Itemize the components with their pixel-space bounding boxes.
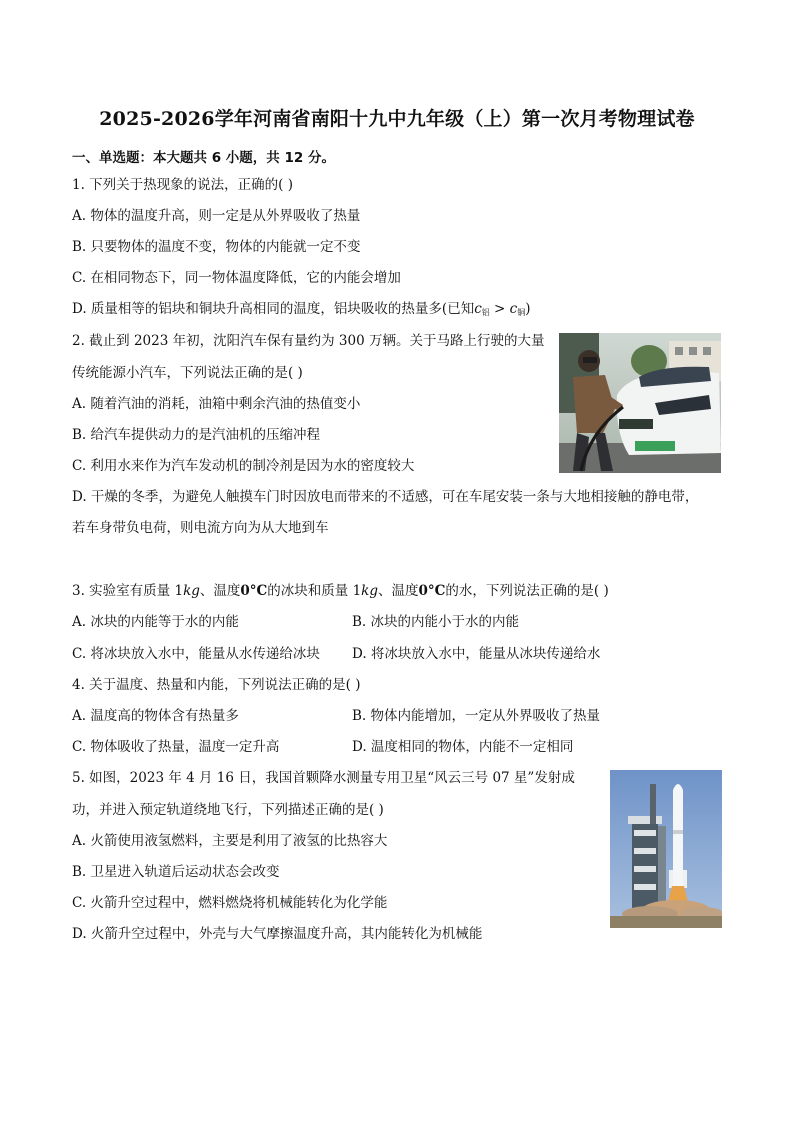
temperature-ice: 0°C [240, 583, 268, 599]
q2-option-d-line1: D. 干燥的冬季，为避免人触摸车门时因放电而带来的不适感，可在车尾安装一条与大地相接触的静电带， [72, 489, 699, 505]
q4-option-b: B. 物体内能增加，一定从外界吸收了热量 [352, 708, 601, 724]
greater-than: > [489, 301, 510, 317]
q3-stem-part4: 、温度 [378, 583, 419, 599]
temperature-water: 0°C [418, 583, 446, 599]
q2-stem-line1: 2. 截止到 2023 年初，沈阳汽车保有量约为 300 万辆。关于马路上行驶的大量 [72, 333, 545, 349]
q2-option-d-line2: 若车身带负电荷，则电流方向为从大地到车 [72, 520, 329, 536]
q4-option-d: D. 温度相同的物体，内能不一定相同 [352, 739, 574, 755]
q3-stem-part5: 的水，下列说法正确的是( ) [445, 583, 609, 599]
q5-stem-line2: 功，并进入预定轨道绕地飞行，下列描述正确的是( ) [72, 802, 384, 818]
subscript-aluminum: 铝 [481, 308, 490, 317]
q5-option-b: B. 卫星进入轨道后运动状态会改变 [72, 864, 280, 880]
unit-kg: kg [361, 583, 378, 599]
q2-option-a: A. 随着汽油的消耗，油箱中剩余汽油的热值变小 [72, 396, 361, 412]
q3-stem-part2: 、温度 [199, 583, 241, 599]
q5-option-c: C. 火箭升空过程中，燃料燃烧将机械能转化为化学能 [72, 895, 388, 911]
q4-stem: 4. 关于温度、热量和内能，下列说法正确的是( ) [72, 677, 361, 693]
q3-stem-part1: 3. 实验室有质量 1 [72, 583, 184, 599]
q2-option-c: C. 利用水来作为汽车发动机的制冷剂是因为水的密度较大 [72, 458, 415, 474]
q3-option-a: A. 冰块的内能等于水的内能 [72, 614, 239, 630]
q3-stem [72, 582, 609, 600]
q3-option-d: D. 将冰块放入水中，能量从冰块传递给水 [352, 646, 601, 662]
car-charging-photo [559, 333, 721, 473]
section-heading: 一、单选题：本大题共 6 小题，共 12 分。 [72, 150, 335, 166]
unit-kg: kg [183, 583, 200, 599]
q5-option-a: A. 火箭使用液氢燃料，主要是利用了液氢的比热容大 [72, 833, 388, 849]
q1-option-c: C. 在相同物态下，同一物体温度降低，它的内能会增加 [72, 270, 401, 286]
q1-option-d [72, 300, 531, 322]
q5-stem-line1: 5. 如图，2023 年 4 月 16 日，我国首颗降水测量专用卫星“风云三号 07 星”发射成 [72, 770, 575, 786]
q3-option-c: C. 将冰块放入水中，能量从水传递给冰块 [72, 646, 320, 662]
rocket-launch-photo [610, 770, 722, 928]
q1-option-a: A. 物体的温度升高，则一定是从外界吸收了热量 [72, 208, 361, 224]
q1-option-b: B. 只要物体的温度不变，物体的内能就一定不变 [72, 239, 361, 255]
q2-option-b: B. 给汽车提供动力的是汽油机的压缩冲程 [72, 427, 321, 443]
q4-option-c: C. 物体吸收了热量，温度一定升高 [72, 739, 280, 755]
q4-option-a: A. 温度高的物体含有热量多 [72, 708, 239, 724]
q5-option-d: D. 火箭升空过程中，外壳与大气摩擦温度升高，其内能转化为机械能 [72, 926, 483, 942]
q3-option-b: B. 冰块的内能小于水的内能 [352, 614, 520, 630]
q1-option-d-text: D. 质量相等的铝块和铜块升高相同的温度，铝块吸收的热量多(已知 [72, 301, 475, 317]
symbol-c: c [474, 301, 482, 317]
close-paren: ) [525, 301, 531, 317]
q1-stem: 1. 下列关于热现象的说法，正确的( ) [72, 177, 293, 193]
subscript-copper: 铜 [517, 308, 526, 317]
q3-stem-part3: 的冰块和质量 1 [267, 583, 362, 599]
page-title: 2025-2026学年河南省南阳十九中九年级（上）第一次月考物理试卷 [99, 108, 695, 130]
q2-stem-line2: 传统能源小汽车，下列说法正确的是( ) [72, 365, 303, 381]
symbol-c: c [509, 301, 518, 317]
